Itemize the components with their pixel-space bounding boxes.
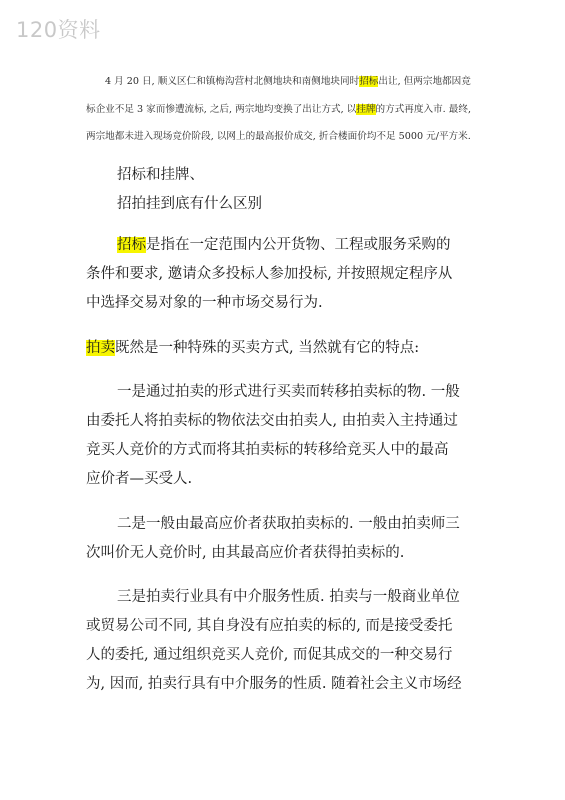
paragraph-paimai xyxy=(86,334,486,363)
intro-line-1 xyxy=(86,68,492,96)
highlight-guapai: 挂牌 xyxy=(356,103,376,115)
intro-line-2 xyxy=(86,96,492,124)
paragraph-zhaobiao xyxy=(86,231,486,318)
para-line: 由委托人将拍卖标的物依法交由拍卖人, 由拍卖入主持通过 xyxy=(86,413,458,429)
intro-text: 的方式再度入市. 最终, xyxy=(375,103,472,115)
watermark-logo: 120资料 xyxy=(16,18,101,42)
para-line: 人的委托, 通过组织竞买人竞价, 而促其成交的一种交易行 xyxy=(86,647,453,663)
para-line: 次叫价无人竞价时, 由其最高应价者获得拍卖标的. xyxy=(86,545,405,561)
para-line: 条件和要求, 邀请众多投标人参加投标, 并按照规定程序从 xyxy=(86,266,453,282)
para-line: 为, 因而, 拍卖行具有中介服务的性质. 随着社会主义市场经 xyxy=(86,676,462,692)
para-line: 一是通过拍卖的形式进行买卖而转移拍卖标的物. 一般 xyxy=(117,384,460,400)
para-line: 中选择交易对象的一种市场交易行为. xyxy=(86,295,323,311)
intro-text: 4 月 20 日, 顺义区仁和镇梅沟营村北侧地块和南侧地块同时 xyxy=(105,76,360,87)
highlight-zhaobiao: 招标 xyxy=(359,76,379,87)
para-line xyxy=(86,231,486,260)
para-line: 二是一般由最高应价者获取拍卖标的. 一般由拍卖师三 xyxy=(117,516,460,532)
intro-line-3: 两宗地都未进入现场竞价阶段, 以网上的最高报价成交, 折合楼面价均不足 5000 元/平方米. xyxy=(86,131,471,142)
para-line xyxy=(86,334,486,363)
highlight-paimai-term: 拍卖 xyxy=(86,340,115,356)
para-line: 三是拍卖行业具有中介服务性质. 拍卖与一般商业单位 xyxy=(117,589,460,605)
para-line: 或贸易公司不同, 其自身没有应拍卖的标的, 而是接受委托 xyxy=(86,618,453,634)
intro-text: 出让, 但两宗地都因竞 xyxy=(378,76,471,87)
para-text: 既然是一种特殊的买卖方式, 当然就有它的特点: xyxy=(115,340,420,356)
para-line: 应价者—买受人. xyxy=(86,471,193,487)
para-text: 是指在一定范围内公开货物、工程或服务采购的 xyxy=(146,237,451,253)
heading-1: 招标和挂牌、 xyxy=(117,167,204,183)
highlight-zhaobiao-term: 招标 xyxy=(117,237,146,253)
paragraph-point-two xyxy=(86,510,486,568)
intro-paragraph xyxy=(86,68,492,151)
paragraph-point-one xyxy=(86,378,486,494)
para-line: 竞买人竞价的方式而将其拍卖标的转移给竞买人中的最高 xyxy=(86,442,449,458)
heading-2: 招拍挂到底有什么区别 xyxy=(117,196,262,212)
intro-text: 标企业不足 3 家而惨遭流标, 之后, 两宗地均变换了出让方式, 以 xyxy=(86,103,357,115)
paragraph-point-three xyxy=(86,583,486,699)
